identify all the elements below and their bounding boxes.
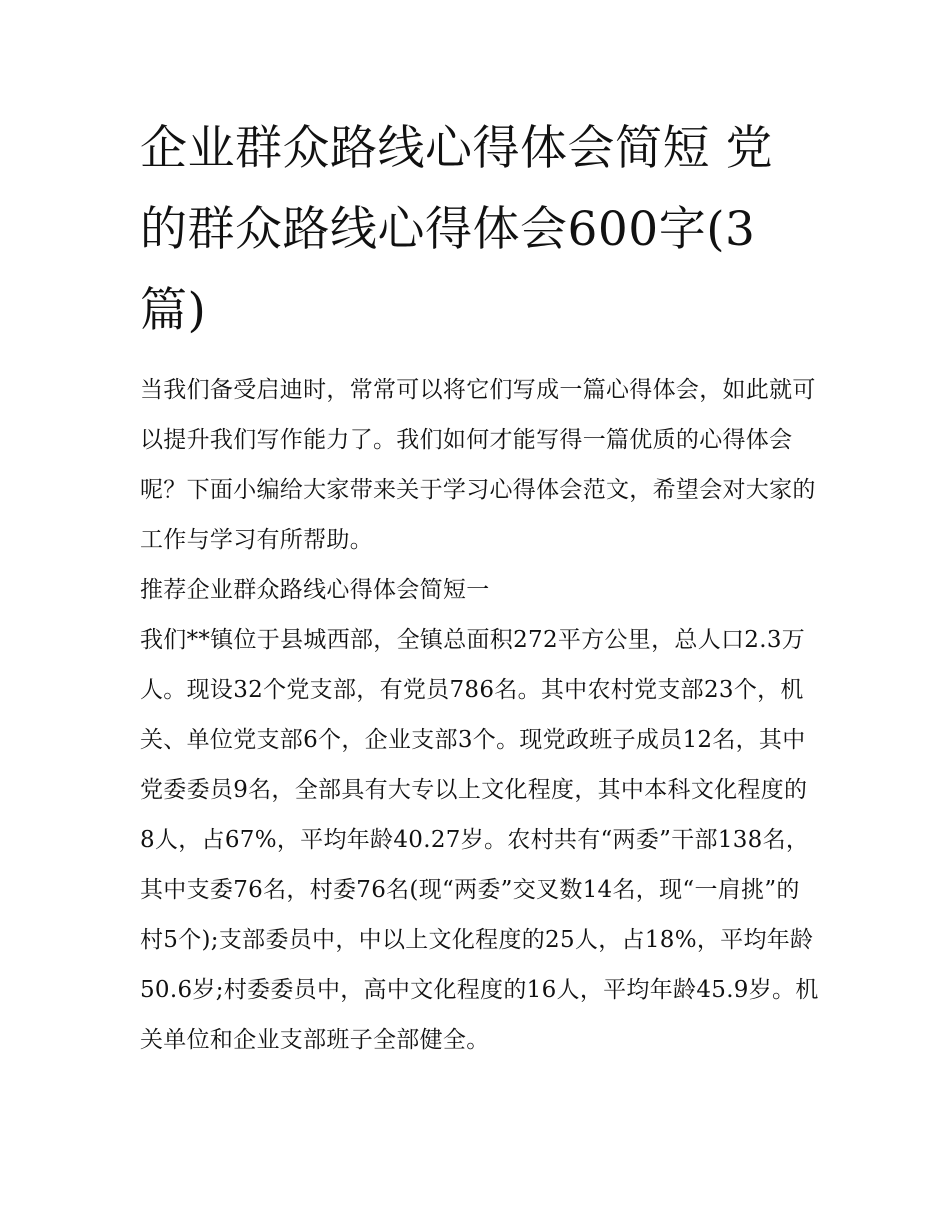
document-page — [140, 108, 820, 1065]
section-heading: 推荐企业群众路线心得体会简短一 — [140, 577, 490, 603]
intro-paragraph: 当我们备受启迪时，常常可以将它们写成一篇心得体会，如此就可以提升我们写作能力了。我们如何才能写得一篇优质的心得体会呢？下面小编给大家带来关于学习心得体会范文，希望会对大家的工作与学习有所帮助。 — [140, 377, 816, 553]
document-title: 企业群众路线心得体会简短 党的群众路线心得体会600字(3篇) — [140, 121, 773, 338]
body-paragraph: 我们**镇位于县城西部，全镇总面积272平方公里，总人口2.3万人。现设32个党支部，有党员786名。其中农村党支部23个，机关、单位党支部6个，企业支部3个。现党政班子成员12名，其中党委委员9名，全部具有大专以上文化程度，其中本科文化程度的8人，占67%，平均年龄40.27岁。农村共有“两委”干部138名，其中支委76名，村委76名(现“两委”交叉数14名，现“一肩挑”的村5个);支部委员中，中以上文化程度的25人，占18%，平均年龄50.6岁;村委委员中，高中文化程度的16人，平均年龄45.9岁。机关单位和企业支部班子全部健全。 — [140, 627, 819, 1053]
